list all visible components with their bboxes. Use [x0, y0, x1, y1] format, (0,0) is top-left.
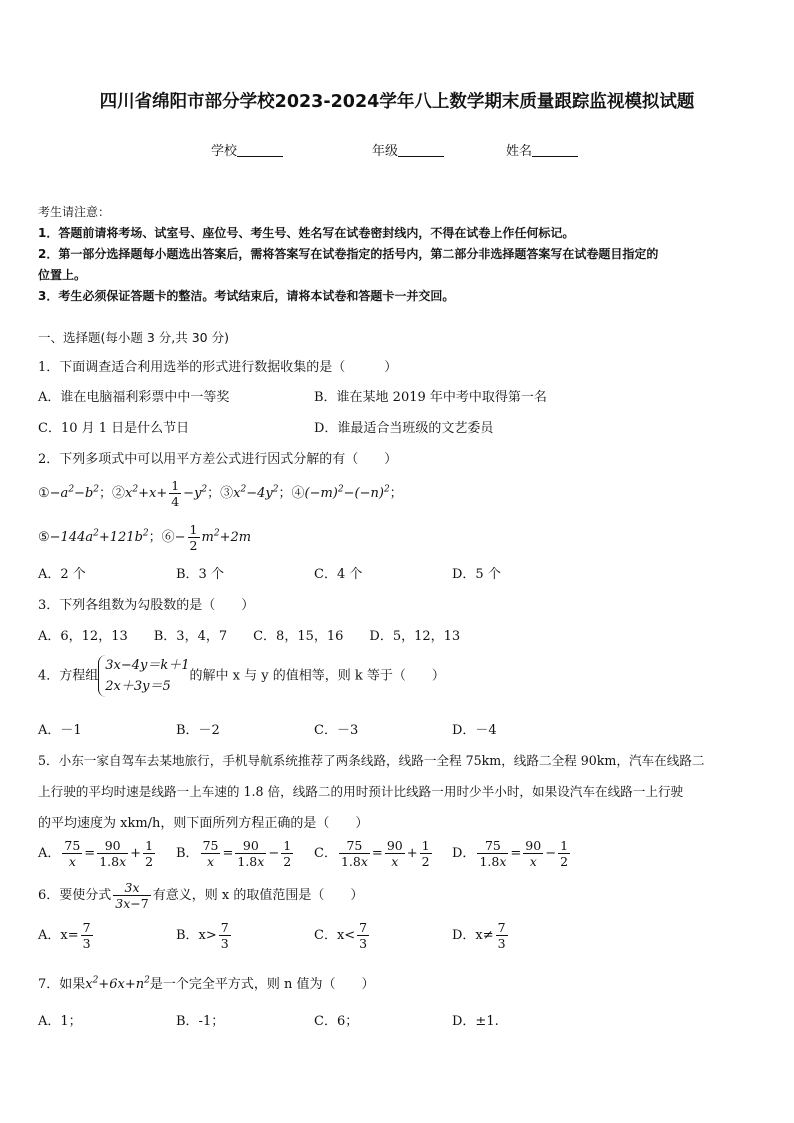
q4-prefix: 4．方程组: [38, 668, 99, 684]
q4-option-b[interactable]: B．－2: [176, 723, 220, 738]
q2-expressions-line2: $⑤-144a^2+121b^2$；⑥− $\frac{1}{2}$ $m^2+2m$: [38, 522, 252, 553]
note-item: 2．第一部分选择题每小题选出答案后，需将答案写在试卷指定的括号内，第二部分非选择题答案写在试卷题目指定的: [38, 247, 659, 261]
q6-option-a[interactable]: A．x= $\frac{7}{3}$: [38, 920, 91, 951]
q4-option-c[interactable]: C．－3: [314, 723, 359, 738]
name-label: 姓名: [506, 144, 533, 159]
q7-option-c[interactable]: C．6；: [314, 1014, 359, 1029]
q4-equation-system: [98, 655, 189, 697]
q1-option-d[interactable]: D．谁最适合当班级的文艺委员: [314, 421, 494, 436]
q4-equation-2: 2x＋3y＝5: [105, 679, 171, 694]
question-3-stem: 3．下列各组数为勾股数的是（ ）: [38, 598, 255, 613]
exam-notes: [38, 202, 768, 307]
question-2-stem: 2．下列多项式中可以用平方差公式进行因式分解的有（ ）: [38, 452, 398, 467]
q1-option-a[interactable]: A．谁在电脑福利彩票中中一等奖: [38, 390, 230, 405]
question-5-line3: 的平均速度为 xkm/h，则下面所列方程正确的是（ ）: [38, 816, 369, 831]
q7-option-b[interactable]: B．-1；: [176, 1014, 225, 1029]
q6-option-d[interactable]: D．x≠ $\frac{7}{3}$: [452, 920, 506, 951]
q2-expressions-line1: $①-a^2-b^2$；$②x^2+x+$ $\frac{1}{4}$ $-y^2$；$③x^2-4y^2$；$④(-m)^2-(-n)^2$；: [38, 478, 403, 509]
note-item: 1．答题前请将考场、试室号、座位号、考生号、姓名写在试卷密封线内，不得在试卷上作任何标记。: [38, 226, 575, 240]
q4-suffix: 的解中 x 与 y 的值相等，则 k 等于（ ）: [189, 668, 445, 684]
question-1-stem: 1．下面调查适合利用选举的形式进行数据收集的是（ ）: [38, 360, 398, 375]
q4-option-d[interactable]: D．－4: [452, 723, 497, 738]
school-field[interactable]: [211, 140, 283, 159]
q2-option-b[interactable]: B．3 个: [176, 567, 224, 582]
q1-option-c[interactable]: C．10 月 1 日是什么节日: [38, 421, 190, 436]
q6-option-c-label: C．x<: [314, 928, 356, 943]
note-item: 位置上。: [38, 268, 87, 282]
q5-option-d[interactable]: D． $\frac{75}{1.8x}$ = $\frac{90}{x}$ − $\frac{1}{2}$: [452, 838, 569, 869]
q6-option-b-label: B．x>: [176, 928, 217, 943]
q7-suffix: 是一个完全平方式，则 n 值为（ ）: [149, 977, 375, 992]
q5-option-a[interactable]: A． $\frac{75}{x}$ = $\frac{90}{1.8x}$ + $\frac{1}{2}$: [38, 838, 154, 869]
q1-option-b[interactable]: B．谁在某地 2019 年中考中取得第一名: [314, 390, 547, 405]
note-item: 3．考生必须保证答题卡的整洁。考试结束后，请将本试卷和答题卡一并交回。: [38, 289, 455, 303]
question-6-stem: [38, 880, 363, 911]
school-blank[interactable]: [237, 144, 283, 157]
section-heading: 一、选择题(每小题 3 分,共 30 分): [38, 330, 229, 345]
q6-option-b[interactable]: B．x> $\frac{7}{3}$: [176, 920, 229, 951]
q6-suffix: 有意义，则 x 的取值范围是（ ）: [152, 888, 364, 903]
grade-label: 年级: [372, 144, 399, 159]
question-5-line2: 上行驶的平均时速是线路一上车速的 1.8 倍，线路二的用时预计比线路一用时少半小时，如果设汽车在线路一上行驶: [38, 784, 684, 799]
school-label: 学校: [211, 144, 238, 159]
q4-equation-1: 3x−4y＝k＋1: [105, 658, 190, 673]
name-field[interactable]: [506, 140, 578, 159]
grade-field[interactable]: [372, 140, 444, 159]
q6-option-d-label: D．x≠: [452, 928, 494, 943]
q6-option-c[interactable]: C．x< $\frac{7}{3}$: [314, 920, 368, 951]
q4-option-a[interactable]: A．－1: [38, 723, 82, 738]
q2-option-d[interactable]: D．5 个: [452, 567, 501, 582]
q7-option-a[interactable]: A．1；: [38, 1014, 82, 1029]
q7-option-d[interactable]: D．±1.: [452, 1014, 499, 1029]
q5-option-b[interactable]: B． $\frac{75}{x}$ = $\frac{90}{1.8x}$ − $\frac{1}{2}$: [176, 838, 292, 869]
q6-prefix: 6．要使分式: [38, 888, 112, 903]
grade-blank[interactable]: [398, 144, 444, 157]
exam-title: 四川省绵阳市部分学校2023-2024学年八上数学期末质量跟踪监视模拟试题: [99, 92, 695, 112]
q5-option-c[interactable]: C． $\frac{75}{1.8x}$ = $\frac{90}{x}$ + $\frac{1}{2}$: [314, 838, 430, 869]
q7-expression: $x^2+6x+n^2$: [85, 975, 150, 992]
q2-option-c[interactable]: C．4 个: [314, 567, 363, 582]
notes-heading: 考生请注意：: [38, 205, 111, 219]
q6-option-a-label: A．x=: [38, 928, 79, 943]
q6-fraction: $\frac{3x}{3x-7}$: [115, 880, 149, 911]
name-blank[interactable]: [532, 144, 578, 157]
q7-prefix: 7．如果: [38, 977, 86, 992]
q2-option-a[interactable]: A．2 个: [38, 567, 86, 582]
q3-options[interactable]: A．6，12，13 B．3，4，7 C．8，15，16 D．5，12，13: [38, 629, 461, 644]
question-5-line1: 5．小东一家自驾车去某地旅行，手机导航系统推荐了两条线路，线路一全程 75km，线路二全程 90km，汽车在线路二: [38, 753, 705, 768]
question-7-stem: [38, 973, 375, 992]
question-4-stem: [38, 655, 445, 697]
